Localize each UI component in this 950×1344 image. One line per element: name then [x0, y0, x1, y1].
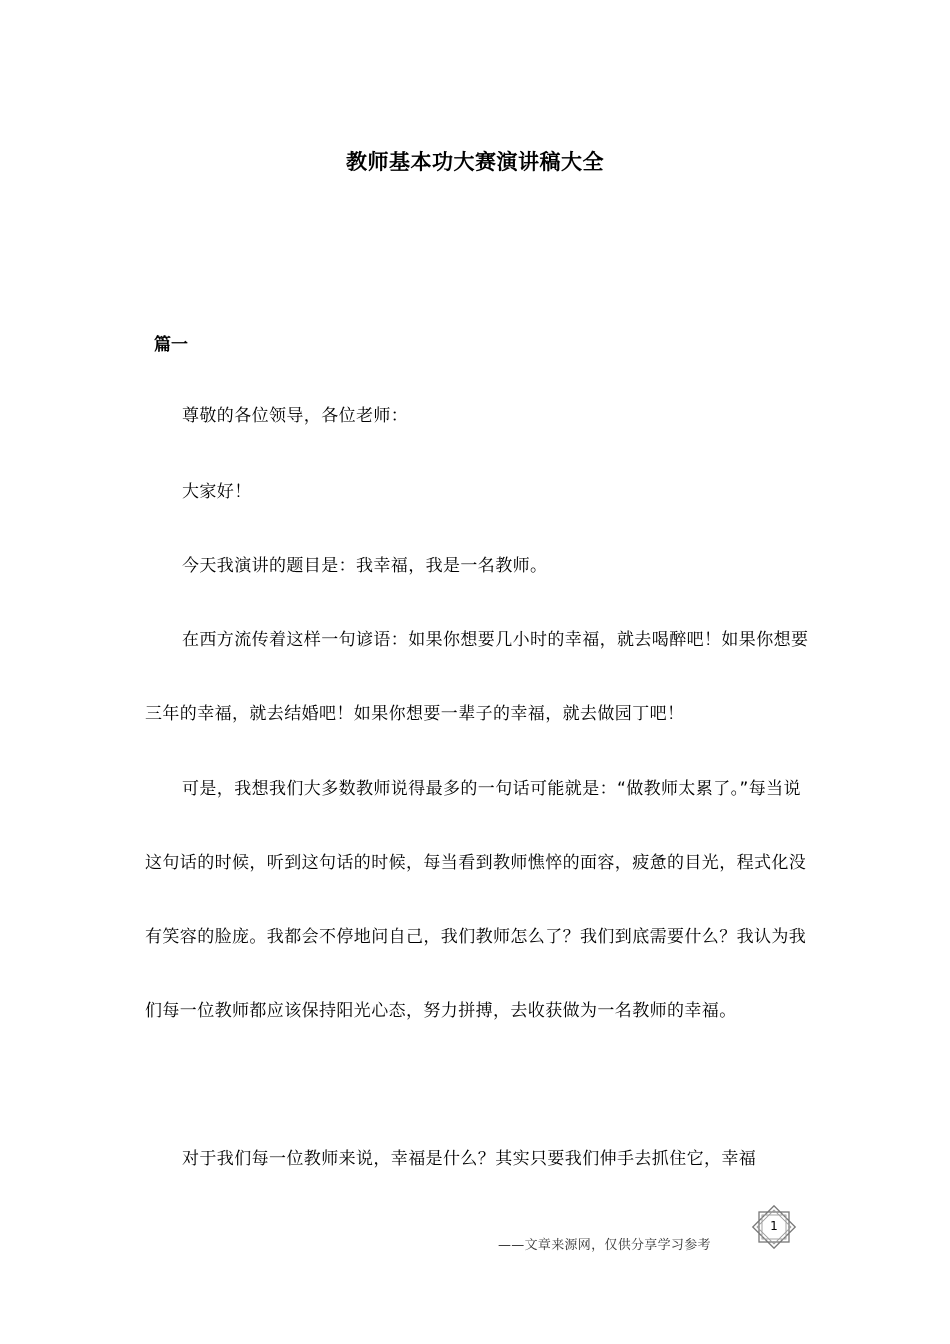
section-heading: 篇一	[154, 335, 188, 355]
paragraph-proverb: 在西方流传着这样一句谚语：如果你想要几小时的幸福，就去喝醉吧！如果你想要三年的幸福，就去结婚吧！如果你想要一辈子的幸福，就去做园丁吧！	[145, 630, 809, 724]
page-number: 1	[770, 1219, 778, 1233]
paragraph-greeting: 尊敬的各位领导，各位老师：	[182, 406, 409, 426]
paragraph-topic: 今天我演讲的题目是：我幸福，我是一名教师。	[182, 556, 548, 576]
paragraph-reflection: 可是，我想我们大多数教师说得最多的一句话可能就是：“做教师太累了。”每当说这句话的时候，听到这句话的时候，每当看到教师憔悴的面容，疲惫的目光，程式化没有笑容的脸庞。我都会不停地问自己，我们教师怎么了？我们到底需要什么？我认为我们每一位教师都应该保持阳光心态，努力拼搏，去收获做为一名教师的幸福。	[145, 779, 807, 1021]
footer-source-text: ——文章来源网，仅供分享学习参考	[498, 1238, 711, 1253]
paragraph-happiness: 对于我们每一位教师来说，幸福是什么？其实只要我们伸手去抓住它，幸福	[182, 1149, 757, 1169]
page-title: 教师基本功大赛演讲稿大全	[346, 150, 604, 174]
paragraph-hello: 大家好！	[182, 482, 252, 502]
